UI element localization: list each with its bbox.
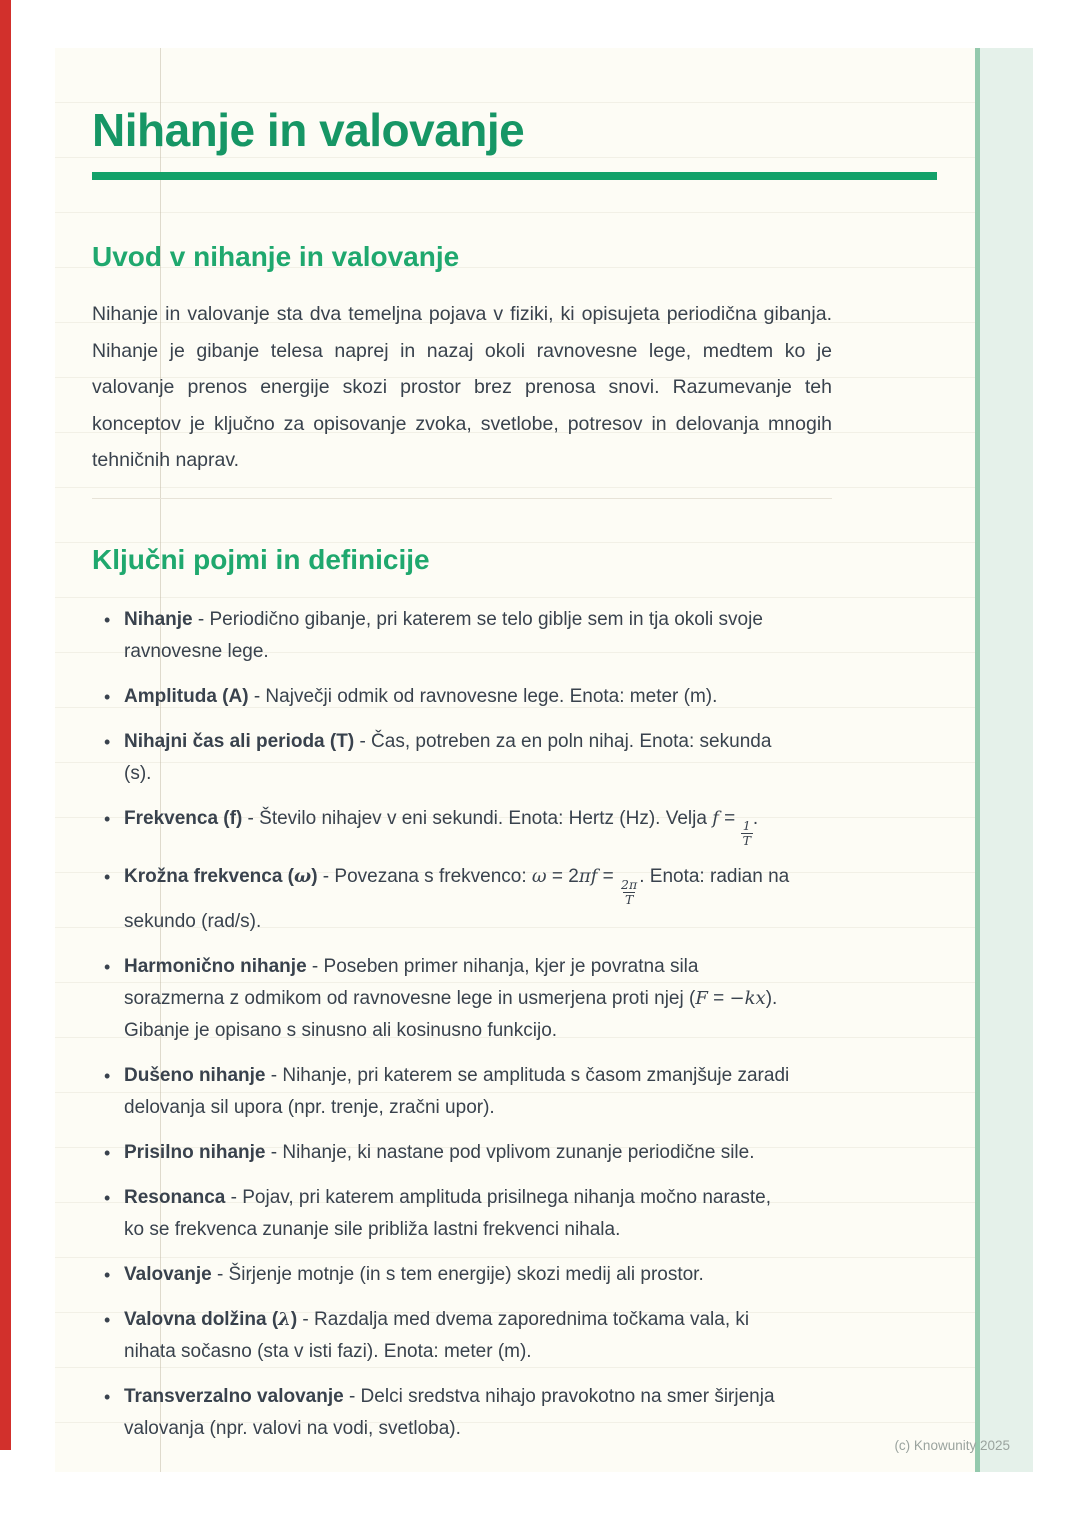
bullet-icon: •: [104, 686, 111, 707]
bullet-icon: •: [104, 731, 111, 752]
bullet-icon: •: [104, 1143, 111, 1164]
notes-page: [55, 48, 975, 1472]
math-fraction: $\frac{2\pi}{T}$: [621, 876, 638, 907]
intro-paragraph: Nihanje in valovanje sta dva temeljna pojava v fiziki, ki opisujeta periodična gibanja. Nihanje je gibanje telesa naprej in nazaj okoli ravnovesne lege, medtem ko je valovanje prenos energije skozi prostor brez prenosa snovi. Razumevanje teh konceptov je ključno za opisovanje zvoka, svetlobe, potresov in delovanja mnogih tehničnih naprav.: [92, 303, 832, 471]
bullet-icon: •: [104, 1310, 111, 1331]
bullet-icon: •: [104, 1387, 111, 1408]
bullet-icon: •: [104, 808, 111, 829]
definition-item: • Transverzalno valovanje - Delci sredstva nihajo pravokotno na smer širjenja valovanja (npr. valovi na vodi, svetloba).: [92, 1381, 792, 1445]
definition-item: • Krožna frekvenca (ω) - Povezana s frekvenco: ω = 2πf = $\frac{2\pi}{T}$ . Enota: radian na sekundo (rad/s).: [92, 861, 792, 938]
definition-item: • Amplituda (A) - Največji odmik od ravnovesne lege. Enota: meter (m).: [92, 681, 792, 713]
definition-item: • Valovna dolžina (λ) - Razdalja med dvema zaporednima točkama vala, ki nihata sočasno (sta v isti fazi). Enota: meter (m).: [92, 1304, 792, 1368]
definition-item: • Dušeno nihanje - Nihanje, pri katerem se amplituda s časom zmanjšuje zaradi delovanja sil upora (npr. trenje, zračni upor).: [92, 1060, 792, 1124]
definition-item: • Resonanca - Pojav, pri katerem amplituda prisilnega nihanja močno naraste, ko se frekvenca zunanje sile približa lastni frekvenci nihala.: [92, 1182, 792, 1246]
bullet-icon: •: [104, 609, 111, 630]
left-edge-red-strip: [0, 0, 11, 1450]
definition-item: • Harmonično nihanje - Poseben primer nihanja, kjer je povratna sila sorazmerna z odmikom od ravnovesne lege in usmerjena proti njej (F = −kx). Gibanje je opisano s sinusno ali kosinusno funkcijo.: [92, 951, 792, 1047]
bullet-icon: •: [104, 866, 111, 887]
page-title: Nihanje in valovanje: [92, 104, 525, 156]
definition-item: • Prisilno nihanje - Nihanje, ki nastane pod vplivom zunanje periodične sile.: [92, 1137, 792, 1169]
bullet-icon: •: [104, 1265, 111, 1286]
title-underline: [92, 172, 937, 180]
definition-item: • Frekvenca (f) - Število nihajev v eni sekundi. Enota: Hertz (Hz). Velja f = $\frac{1}{T}$ .: [92, 803, 792, 848]
page-content: [55, 48, 937, 1445]
section-heading-intro: Uvod v nihanje in valovanje: [92, 241, 460, 272]
definition-item: • Valovanje - Širjenje motnje (in s tem energije) skozi medij ali prostor.: [92, 1259, 792, 1291]
section-heading-definitions: Ključni pojmi in definicije: [92, 543, 430, 575]
copyright-footer: (c) Knowunity 2025: [894, 1438, 1010, 1453]
bullet-icon: •: [104, 1188, 111, 1209]
bullet-icon: •: [104, 957, 111, 978]
bullet-icon: •: [104, 1066, 111, 1087]
math-fraction: $\frac{1}{T}$: [742, 818, 751, 849]
definition-item: • Nihajni čas ali perioda (T) - Čas, potreben za en poln nihaj. Enota: sekunda (s).: [92, 726, 792, 790]
section-divider: [92, 498, 832, 499]
right-green-sidebar: [975, 48, 1033, 1472]
definition-item: • Nihanje - Periodično gibanje, pri katerem se telo giblje sem in tja okoli svoje ravnovesne lege.: [92, 604, 792, 668]
definitions-list: [92, 604, 792, 1446]
